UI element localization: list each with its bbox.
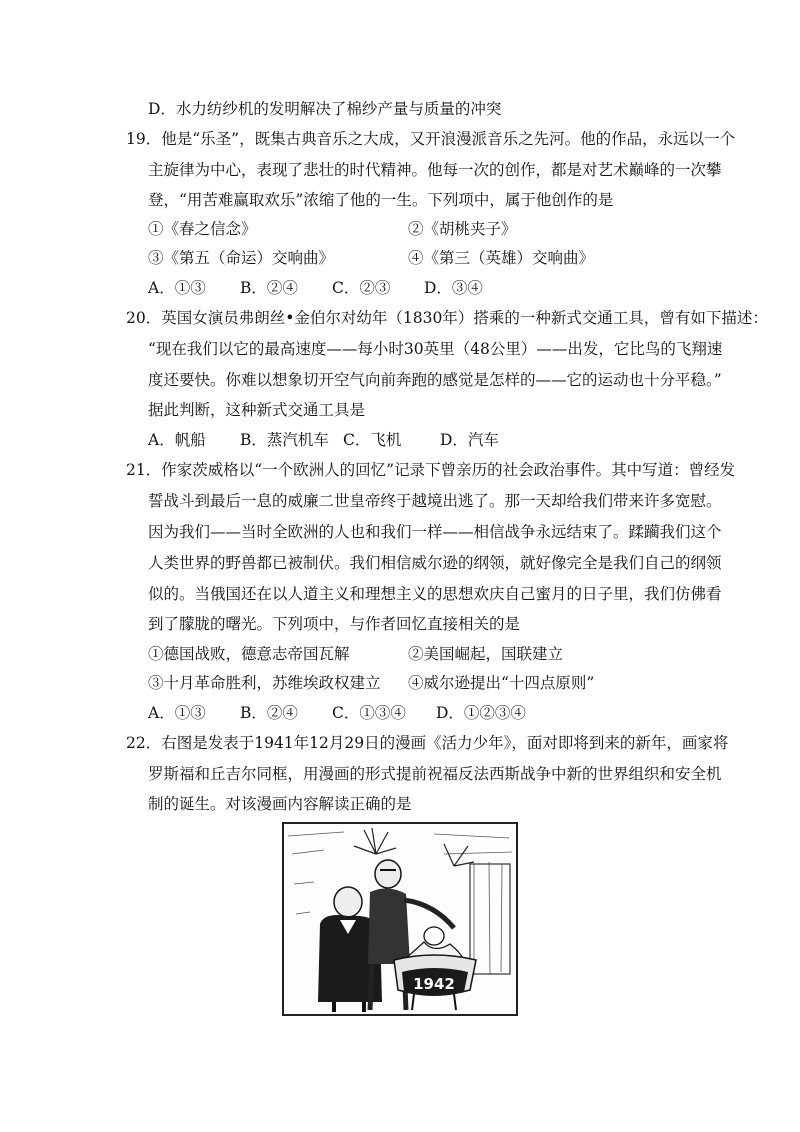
q20-line-1: 20．英国女演员弗朗丝•金伯尔对幼年（1830年）搭乘的一种新式交通工具，曾有如下描述： [126, 309, 768, 327]
q19-item-4: ④《第三（英雄）交响曲》 [408, 249, 595, 267]
firework-lines [354, 828, 474, 866]
q21-line-5: 似的。当俄国还在以人道主义和理想主义的思想欢庆自己蜜月的日子里，我们仿佛看 [148, 585, 722, 603]
q21-line-1: 21．作家茨威格以“一个欧洲人的回忆”记录下曾亲历的社会政治事件。其中写道：曾经发 [126, 461, 736, 479]
q21-line-4: 人类世界的野兽都已被制伏。我们相信威尔逊的纲领，就好像完全是我们自己的纲领 [148, 554, 722, 572]
q18-option-d: D．水力纺纱机的发明解决了棉纱产量与质量的冲突 [148, 100, 502, 118]
q20-choice-b: B．蒸汽机车 [240, 431, 329, 449]
q22-line-2: 罗斯福和丘吉尔同框，用漫画的形式提前祝福反法西斯战争中新的世界组织和安全机 [148, 765, 722, 783]
q19-line-3: 登，“用苦难赢取欢乐”浓缩了他的一生。下列项中，属于他创作的是 [148, 191, 614, 209]
q21-choice-c: C．①③④ [332, 704, 406, 722]
cartoon-illustration [282, 822, 518, 1016]
q21-line-6: 到了朦胧的曙光。下列项中，与作者回忆直接相关的是 [148, 615, 521, 633]
q21-item-2: ②美国崛起，国联建立 [408, 645, 564, 663]
q19-choice-b: B．②④ [240, 279, 298, 297]
cartoon-drawing [284, 824, 516, 1014]
q21-choice-d: D．①②③④ [436, 704, 526, 722]
q21-item-1: ①德国战败，德意志帝国瓦解 [148, 645, 350, 663]
q20-choice-c: C．飞机 [343, 431, 402, 449]
q21-item-4: ④威尔逊提出“十四点原则” [408, 674, 595, 692]
q21-choice-a: A．①③ [148, 704, 206, 722]
q19-choice-d: D．③④ [424, 279, 483, 297]
q19-choice-c: C．②③ [332, 279, 391, 297]
q19-item-1: ①《春之信念》 [148, 220, 257, 238]
q20-choice-a: A．帆船 [148, 431, 206, 449]
q20-choice-d: D．汽车 [440, 431, 499, 449]
q21-line-2: 誓战斗到最后一息的威廉二世皇帝终于越境出逃了。那一天却给我们带来许多宽慰。 [148, 492, 722, 510]
q20-line-4: 据此判断，这种新式交通工具是 [148, 401, 366, 419]
q19-line-1: 19．他是“乐圣”，既集古典音乐之大成，又开浪漫派音乐之先河。他的作品，永远以一个 [126, 130, 736, 148]
q19-item-3: ③《第五（命运）交响曲》 [148, 249, 335, 267]
cradle-year-label: 1942 [413, 975, 455, 993]
q19-item-2: ②《胡桃夹子》 [408, 220, 517, 238]
q20-line-3: 度还要快。你难以想象切开空气向前奔跑的感觉是怎样的——它的运动也十分平稳。” [148, 371, 722, 389]
q21-line-3: 因为我们——当时全欧洲的人也和我们一样——相信战争永远结束了。蹂躏我们这个 [148, 523, 722, 541]
q22-line-1: 22．右图是发表于1941年12月29日的漫画《活力少年》，面对即将到来的新年，画家将 [126, 734, 729, 752]
q19-choice-a: A．①③ [148, 279, 206, 297]
q21-choice-b: B．②④ [240, 704, 298, 722]
q22-line-3: 制的诞生。对该漫画内容解读正确的是 [148, 795, 412, 813]
q19-line-2: 主旋律为中心，表现了悲壮的时代精神。他每一次的创作，都是对艺术巅峰的一次攀 [148, 161, 722, 179]
q21-item-3: ③十月革命胜利，苏维埃政权建立 [148, 674, 381, 692]
q20-line-2: “现在我们以它的最高速度——每小时30英里（48公里）——出发，它比鸟的飞翔速 [148, 340, 723, 358]
